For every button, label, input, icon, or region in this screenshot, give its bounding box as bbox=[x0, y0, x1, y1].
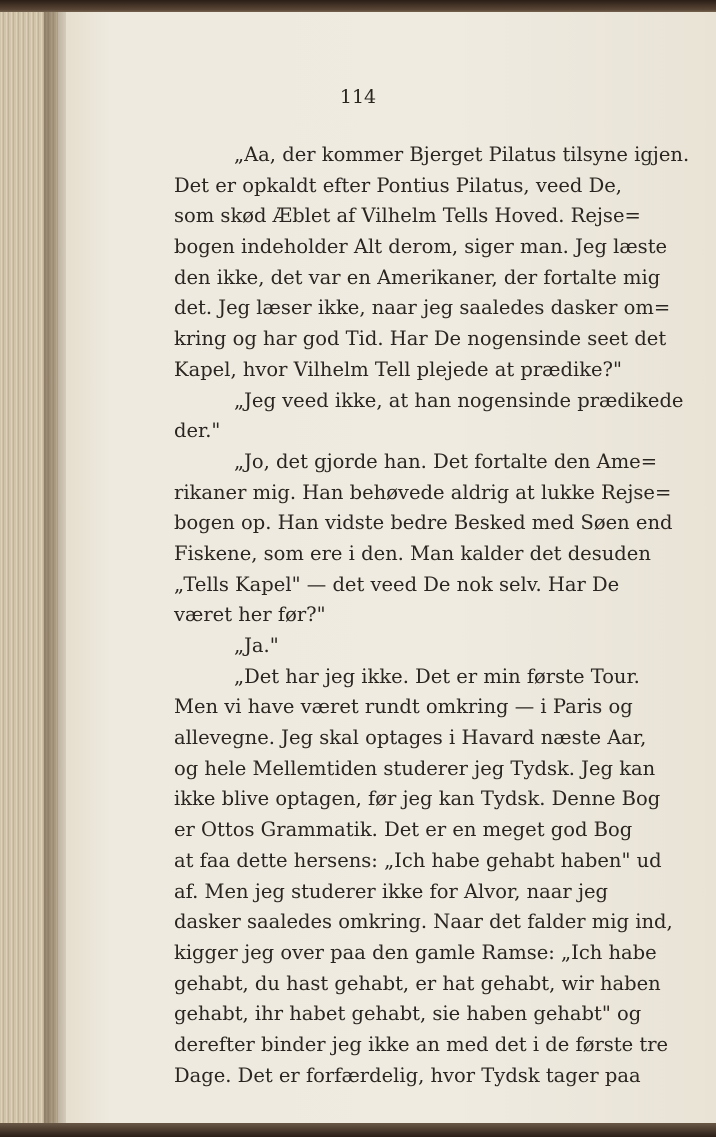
text-line: er Ottos Grammatik. Det er en meget god Bog bbox=[174, 818, 633, 842]
text-line: af. Men jeg studerer ikke for Alvor, naar jeg bbox=[174, 879, 609, 903]
text-line: kring og har god Tid. Har De nogensinde seet det bbox=[174, 327, 667, 351]
text-line: ikke blive optagen, før jeg kan Tydsk. Denne Bog bbox=[174, 787, 661, 811]
text-line: „Jo, det gjorde han. Det fortalte den Ame= bbox=[234, 449, 658, 473]
text-line: været her før?" bbox=[174, 603, 326, 627]
text-line: „Aa, der kommer Bjerget Pilatus tilsyne igjen. bbox=[234, 143, 690, 166]
text-line: der." bbox=[174, 419, 221, 443]
text-line: Det er opkaldt efter Pontius Pilatus, veed De, bbox=[174, 173, 622, 197]
text-line: Men vi have været rundt omkring — i Paris og bbox=[174, 695, 633, 719]
text-line: som skød Æblet af Vilhelm Tells Hoved. Rejse= bbox=[174, 204, 641, 228]
text-line: og hele Mellemtiden studerer jeg Tydsk. Jeg kan bbox=[174, 756, 656, 780]
text-line: „Ja." bbox=[234, 634, 279, 657]
text-line: at faa dette hersens: „Ich habe gehabt haben" ud bbox=[174, 848, 662, 872]
body-text bbox=[174, 140, 690, 1091]
text-line: „Jeg veed ikke, at han nogensinde prædikede bbox=[234, 388, 684, 412]
text-line: Kapel, hvor Vilhelm Tell plejede at prædike?" bbox=[174, 357, 622, 381]
text-line: gehabt, ihr habet gehabt, sie haben gehabt" og bbox=[174, 1002, 642, 1026]
text-line: dasker saaledes omkring. Naar det falder mig ind, bbox=[174, 910, 673, 934]
text-line: Dage. Det er forfærdelig, hvor Tydsk tager paa bbox=[174, 1063, 641, 1087]
text-line: den ikke, det var en Amerikaner, der fortalte mig bbox=[174, 265, 661, 289]
text-line: allevegne. Jeg skal optages i Havard næste Aar, bbox=[174, 726, 647, 750]
text-line: bogen indeholder Alt derom, siger man. Jeg læste bbox=[174, 235, 668, 259]
text-line: derefter binder jeg ikke an med det i de første tre bbox=[174, 1032, 669, 1056]
text-line: det. Jeg læser ikke, naar jeg saaledes dasker om= bbox=[174, 296, 671, 320]
text-line: „Tells Kapel" — det veed De nok selv. Har De bbox=[174, 572, 620, 596]
text-line: bogen op. Han vidste bedre Besked med Søen end bbox=[174, 511, 673, 535]
book-bottom-edge bbox=[0, 1123, 716, 1137]
spine-shadow bbox=[44, 12, 66, 1127]
text-line: rikaner mig. Han behøvede aldrig at lukke Rejse= bbox=[174, 480, 672, 504]
text-line: kigger jeg over paa den gamle Ramse: „Ich habe bbox=[174, 940, 657, 964]
text-line: „Det har jeg ikke. Det er min første Tour. bbox=[234, 664, 640, 688]
page-number: 114 bbox=[339, 86, 377, 108]
text-line: Fiskene, som ere i den. Man kalder det desuden bbox=[174, 541, 651, 565]
text-line: gehabt, du hast gehabt, er hat gehabt, wir haben bbox=[174, 971, 661, 995]
